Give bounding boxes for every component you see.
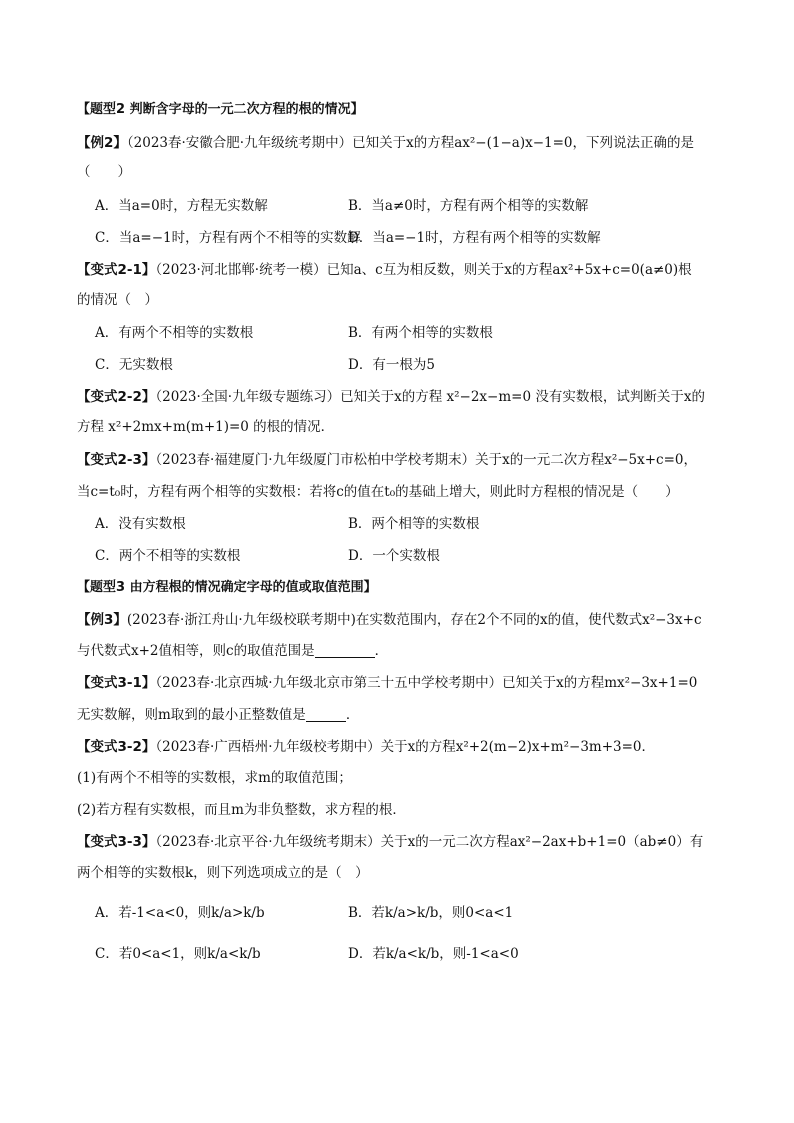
variant-2-3-option-c: C．两个不相等的实数根 — [95, 548, 241, 564]
variant-3-1-stem: 已知关于x的方程mx²−3x+1=0 — [502, 675, 698, 691]
variant-2-3-line-1 — [77, 450, 727, 470]
variant-3-1-line-2 — [77, 705, 727, 725]
example-2-option-d: D．当a=−1时，方程有两个相等的实数解 — [348, 230, 601, 246]
variant-3-2-stem: 关于x的方程x²+2(m−2)x+m²−3m+3=0． — [380, 739, 656, 755]
example-2-line-1 — [77, 133, 727, 153]
example-2-option-b: B．当a≠0时，方程有两个相等的实数解 — [348, 198, 589, 214]
variant-3-1-source: （2023春·北京西城·九年级北京市第三十五中学校考期中） — [155, 675, 503, 691]
example-2-option-c: C．当a=−1时，方程有两个不相等的实数解 — [95, 230, 361, 246]
variant-2-3-source: （2023春·福建厦门·九年级厦门市松柏中学校考期末） — [155, 452, 476, 468]
variant-3-3-stem: 关于x的一元二次方程ax²−2ax+b+1=0（ab≠0）有 — [380, 834, 704, 850]
variant-3-3-line-2: 两个相等的实数根k，则下列选项成立的是（ ） — [77, 865, 369, 881]
variant-2-1-option-d: D．有一根为5 — [348, 357, 435, 373]
variant-3-3-tag: 【变式3-3】 — [77, 834, 156, 850]
variant-3-1-stem-end: ． — [345, 707, 360, 723]
variant-2-1-stem: 已知a、c互为相反数，则关于x的方程ax²+5x+c=0(a≠0)根 — [326, 262, 692, 278]
variant-2-2-line-2: 方程 x²+2mx+m(m+1)=0 的根的情况． — [77, 419, 335, 435]
variant-3-1-line-1 — [77, 673, 727, 693]
variant-3-2-line-1 — [77, 737, 727, 757]
variant-2-1-option-c: C．无实数根 — [95, 357, 173, 373]
variant-2-2-source: （2023·全国·九年级专题练习） — [155, 389, 341, 405]
variant-3-2-source: （2023春·广西梧州·九年级校考期中） — [155, 739, 381, 755]
variant-3-1-stem-2: 无实数解，则m取到的最小正整数值是 — [77, 707, 306, 723]
variant-3-3-source: （2023春·北京平谷·九年级统考期末） — [155, 834, 381, 850]
example-2-stem: 已知关于x的方程ax²−(1−a)x−1=0，下列说法正确的是 — [352, 135, 695, 151]
example-3-stem-2: 与代数式x+2值相等，则c的取值范围是 — [77, 643, 315, 659]
variant-2-2-line-1 — [77, 387, 727, 407]
variant-2-1-option-b: B．有两个相等的实数根 — [348, 325, 493, 341]
variant-2-1-line-2: 的情况（ ） — [77, 292, 158, 308]
section-heading-2: 【题型2 判断含字母的一元二次方程的根的情况】 — [77, 102, 364, 117]
example-2-line-2: （ ） — [77, 164, 131, 180]
example-3-stem: 在实数范围内，存在2个不同的x的值，使代数式x²−3x+c — [355, 612, 702, 628]
example-2-option-a: A．当a=0时，方程无实数解 — [95, 198, 268, 214]
variant-2-1-option-a: A．有两个不相等的实数根 — [95, 325, 254, 341]
variant-2-3-option-b: B．两个相等的实数根 — [348, 516, 480, 532]
variant-3-2-question-2: (2)若方程有实数根，而且m为非负整数，求方程的根． — [77, 802, 406, 818]
example-3-line-2 — [77, 641, 727, 661]
variant-2-2-tag: 【变式2-2】 — [77, 389, 156, 405]
variant-2-1-source: （2023·河北邯郸·统考一模） — [155, 262, 327, 278]
example-3-stem-end: ． — [374, 643, 389, 659]
variant-3-1-tag: 【变式3-1】 — [77, 675, 156, 691]
variant-2-3-tag: 【变式2-3】 — [77, 452, 156, 468]
example-3-tag: 【例3】 — [77, 612, 127, 628]
variant-3-3-option-a: A．若-1<a<0，则k/a>k/b — [95, 905, 265, 921]
variant-2-3-line-2: 当c=t₀时，方程有两个相等的实数根：若将c的值在t₀的基础上增大，则此时方程根的情况是（ ） — [77, 484, 679, 500]
variant-3-1-answer-blank[interactable] — [306, 707, 346, 722]
example-3-line-1 — [77, 610, 727, 630]
variant-3-2-tag: 【变式3-2】 — [77, 739, 156, 755]
variant-2-2-stem: 已知关于x的方程 x²−2x−m=0 没有实数根，试判断关于x的 — [340, 389, 705, 405]
example-3-answer-blank[interactable] — [315, 643, 375, 658]
variant-2-3-option-d: D．一个实数根 — [348, 548, 440, 564]
variant-3-3-option-c: C．若0<a<1，则k/a<k/b — [95, 946, 261, 962]
example-3-source: (2023春·浙江舟山·九年级校联考期中) — [126, 612, 356, 628]
section-heading-3: 【题型3 由方程根的情况确定字母的值或取值范围】 — [77, 580, 377, 595]
variant-3-2-question-1: (1)有两个不相等的实数根，求m的取值范围； — [77, 770, 352, 786]
example-2-tag: 【例2】 — [77, 135, 127, 151]
variant-2-1-tag: 【变式2-1】 — [77, 262, 156, 278]
variant-2-3-stem: 关于x的一元二次方程x²−5x+c=0， — [475, 452, 698, 468]
variant-2-3-option-a: A．没有实数根 — [95, 516, 186, 532]
variant-3-3-option-d: D．若k/a<k/b，则-1<a<0 — [348, 946, 519, 962]
variant-3-3-option-b: B．若k/a>k/b，则0<a<1 — [348, 905, 514, 921]
example-2-source: （2023春·安徽合肥·九年级统考期中） — [126, 135, 353, 151]
variant-2-1-line-1 — [77, 260, 727, 280]
variant-3-3-line-1 — [77, 832, 727, 852]
